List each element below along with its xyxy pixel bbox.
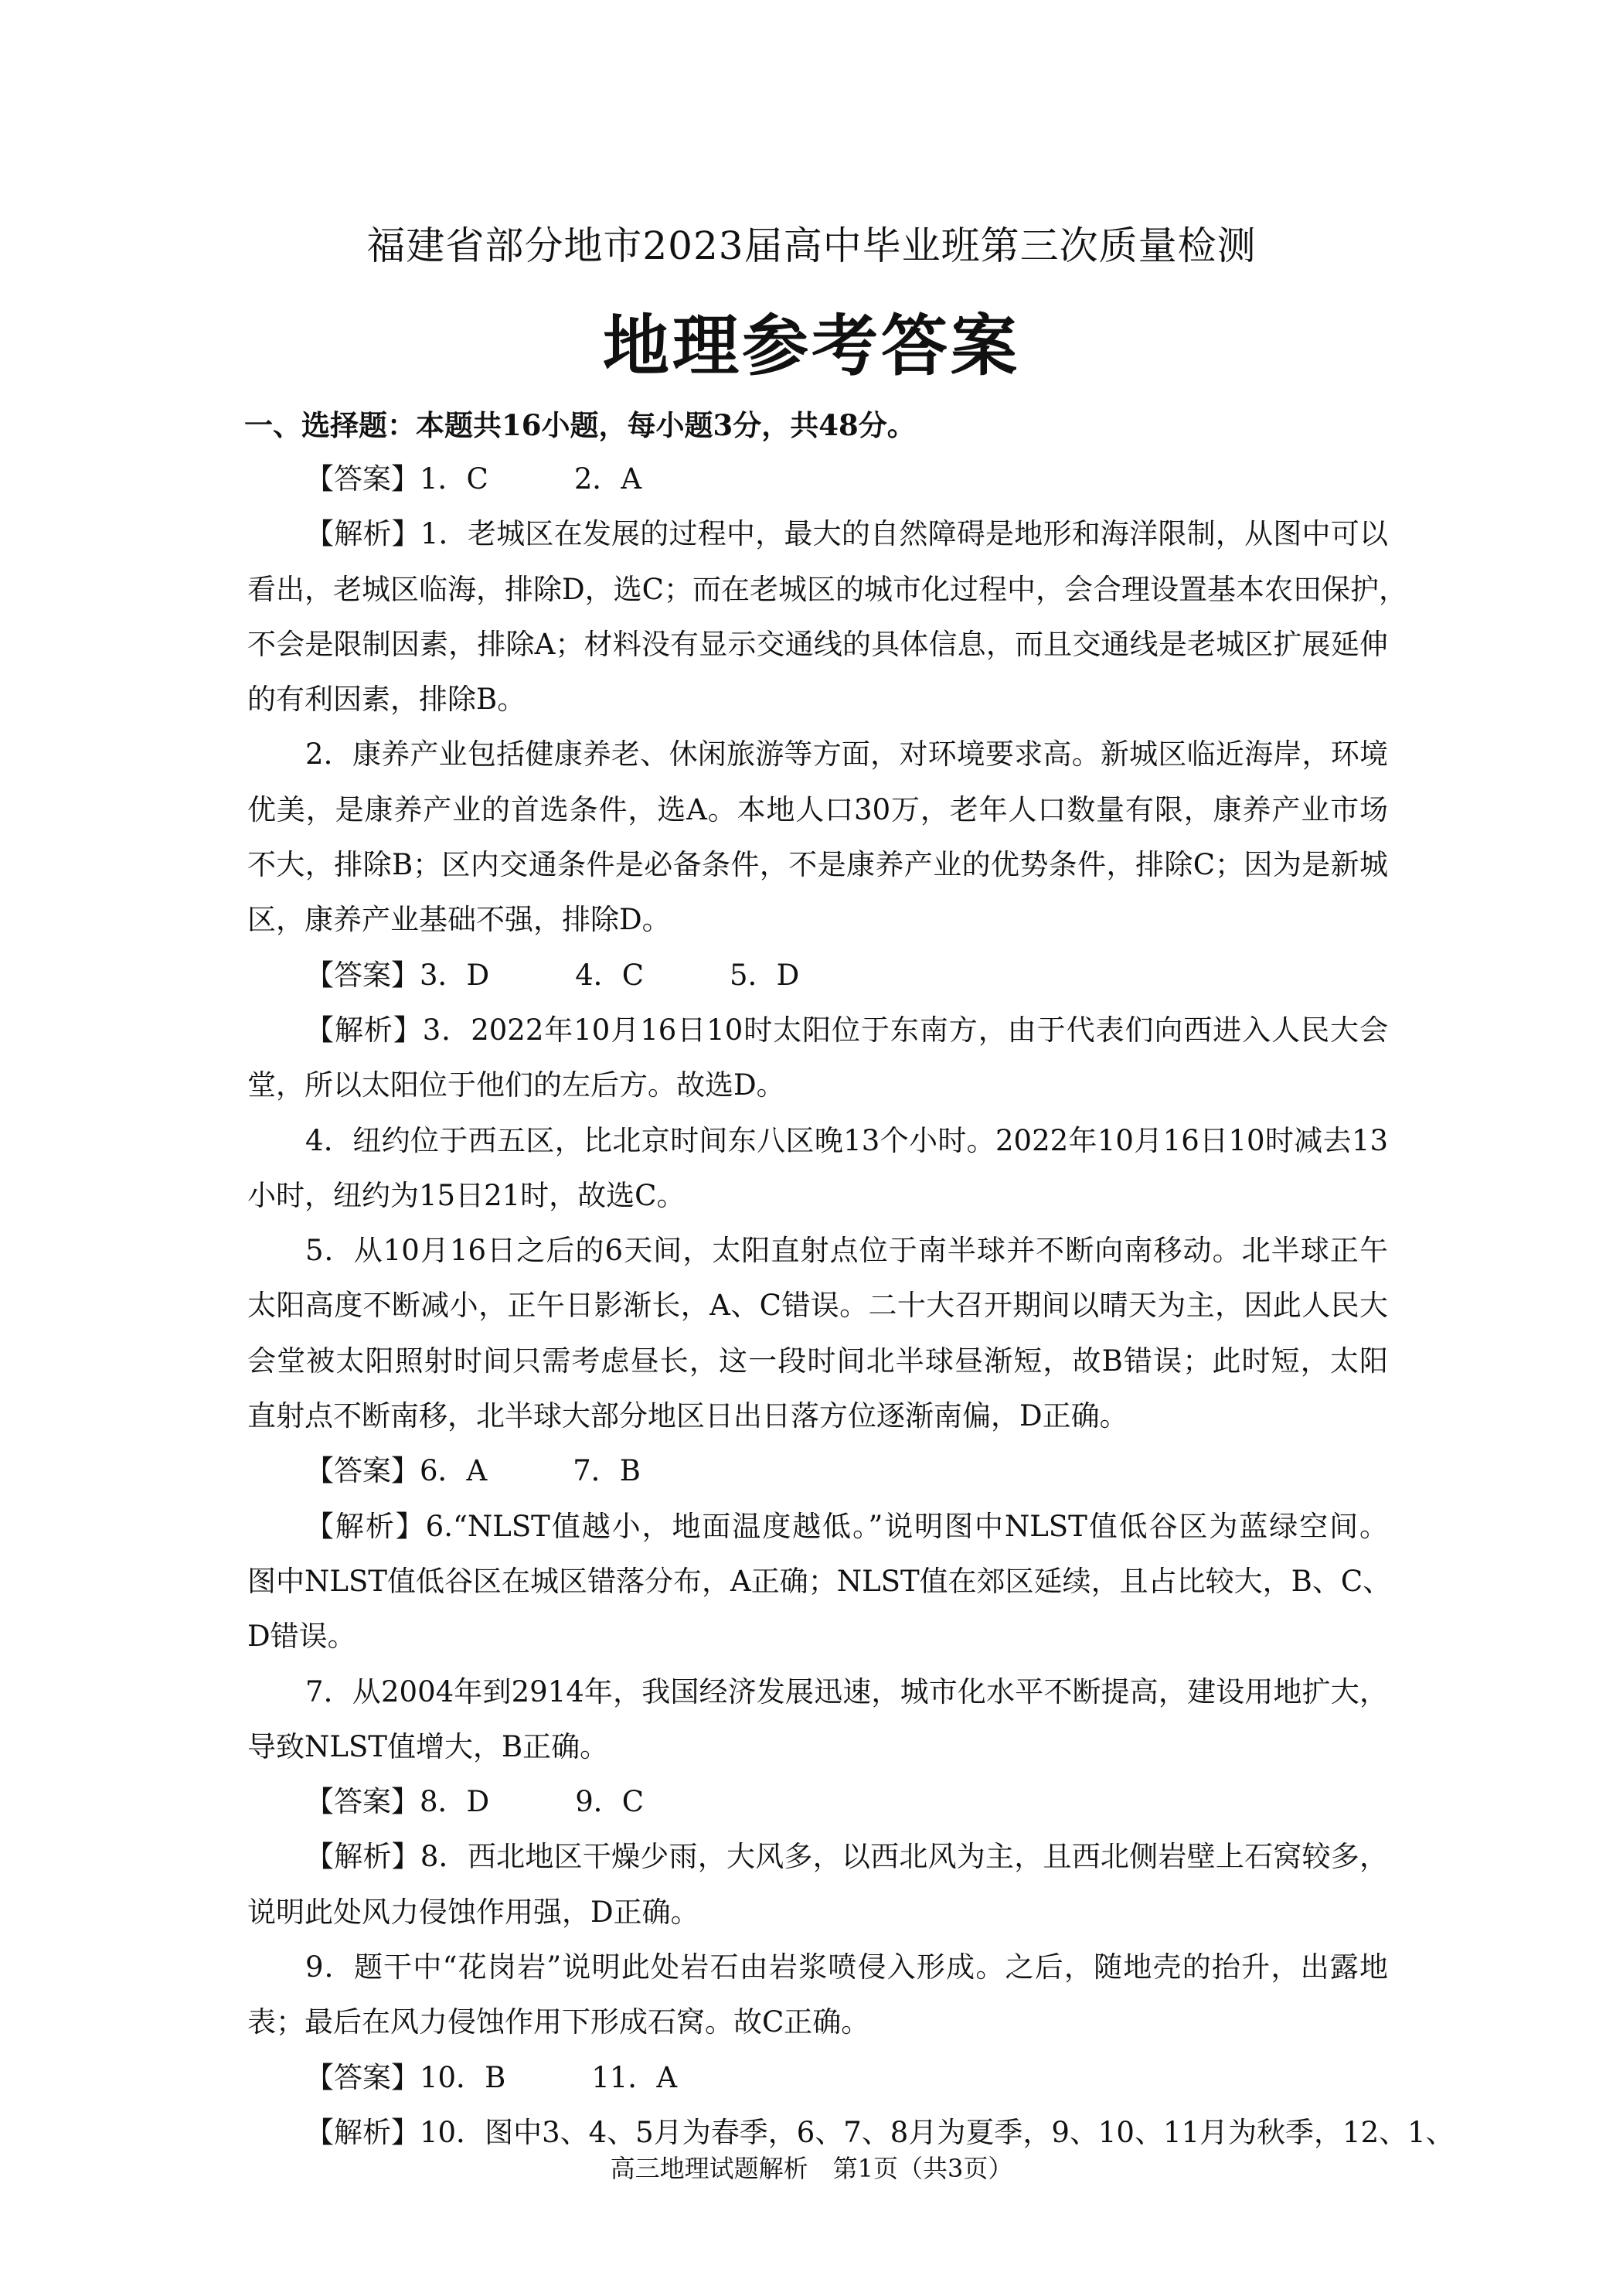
text-line: 7．从2004年到2914年，我国经济发展迅速，城市化水平不断提高，建设用地扩大， [305, 1674, 1388, 1708]
text-line: D错误。 [247, 1620, 356, 1654]
text-line: 区，康养产业基础不强，排除D。 [247, 903, 671, 937]
text-line: 【答案】1．C 2．A [305, 462, 642, 496]
text-line: 不大，排除B；区内交通条件是必备条件，不是康养产业的优势条件，排除C；因为是新城 [247, 848, 1388, 882]
answer-body [247, 451, 1455, 2160]
text-line: 小时，纽约为15日21时，故选C。 [247, 1178, 686, 1212]
text-line: 【解析】6.“NLST值越小，地面温度越低。”说明图中NLST值低谷区为蓝绿空间。 [305, 1509, 1388, 1543]
text-line: 【答案】8．D 9．C [305, 1785, 645, 1819]
text-line: 导致NLST值增大，B正确。 [247, 1729, 609, 1763]
section-heading: 一、选择题：本题共16小题，每小题3分，共48分。 [244, 408, 916, 442]
text-line: 4．纽约位于西五区，比北京时间东八区晚13个小时。2022年10月16日10时减去13 [305, 1123, 1388, 1157]
text-line: 【解析】8．西北地区干燥少雨，大风多，以西北风为主，且西北侧岩壁上石窝较多， [305, 1840, 1388, 1874]
text-line: 【答案】10．B 11．A [305, 2060, 678, 2094]
text-line: 2．康养产业包括健康养老、休闲旅游等方面，对环境要求高。新城区临近海岸，环境 [305, 738, 1388, 772]
text-line: 表；最后在风力侵蚀作用下形成石窝。故C正确。 [247, 2005, 870, 2039]
text-line: 堂，所以太阳位于他们的左后方。故选D。 [247, 1068, 785, 1102]
text-line: 不会是限制因素，排除A；材料没有显示交通线的具体信息，而且交通线是老城区扩展延伸 [247, 627, 1388, 661]
text-line: 优美，是康养产业的首选条件，选A。本地人口30万，老年人口数量有限，康养产业市场 [247, 792, 1388, 826]
text-line: 【解析】10．图中3、4、5月为春季，6、7、8月为夏季，9、10、11月为秋季，12、1、 [305, 2115, 1455, 2149]
text-line: 【解析】3．2022年10月16日10时太阳位于东南方，由于代表们向西进入人民大会 [305, 1013, 1388, 1047]
text-line: 的有利因素，排除B。 [247, 683, 526, 717]
text-line: 图中NLST值低谷区在城区错落分布，A正确；NLST值在郊区延续，且占比较大，B、C、 [247, 1564, 1392, 1598]
text-line: 9．题干中“花岗岩”说明此处岩石由岩浆喷侵入形成。之后，随地壳的抬升，出露地 [305, 1950, 1388, 1984]
text-line: 【答案】3．D 4．C 5．D [305, 958, 800, 992]
text-line: 【解析】1．老城区在发展的过程中，最大的自然障碍是地形和海洋限制，从图中可以 [305, 517, 1388, 551]
page-footer: 高三地理试题解析 第1页（共3页） [610, 2154, 1013, 2183]
text-line: 5．从10月16日之后的6天间，太阳直射点位于南半球并不断向南移动。北半球正午 [305, 1234, 1388, 1268]
text-line: 太阳高度不断减小，正午日影渐长，A、C错误。二十大召开期间以晴天为主，因此人民大 [247, 1289, 1388, 1323]
text-line: 直射点不断南移，北半球大部分地区日出日落方位逐渐南偏，D正确。 [247, 1399, 1128, 1433]
text-line: 说明此处风力侵蚀作用强，D正确。 [247, 1895, 699, 1929]
exam-subtitle: 福建省部分地市2023届高中毕业班第三次质量检测 [366, 223, 1257, 268]
text-line: 会堂被太阳照射时间只需考虑昼长，这一段时间北半球昼渐短，故B错误；此时短，太阳 [247, 1344, 1388, 1378]
page-title: 地理参考答案 [603, 308, 1020, 385]
text-line: 【答案】6．A 7．B [305, 1454, 641, 1488]
text-line: 看出，老城区临海，排除D，选C；而在老城区的城市化过程中，会合理设置基本农田保护， [247, 572, 1407, 606]
